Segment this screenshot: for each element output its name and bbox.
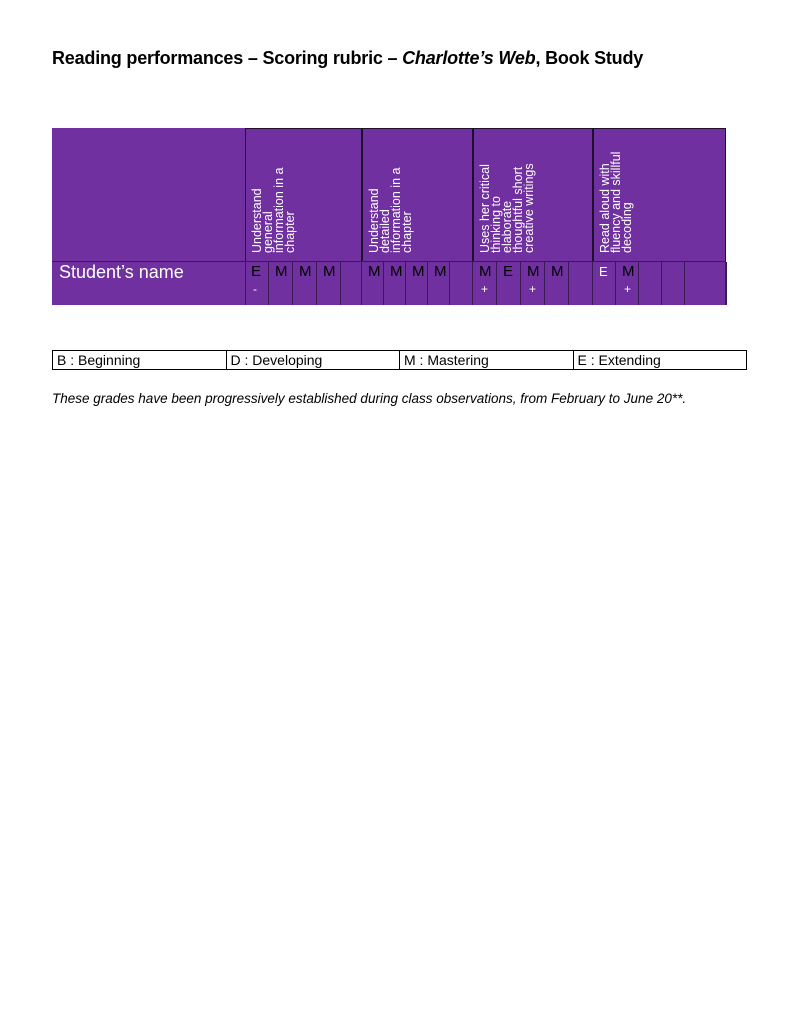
criterion-header-read-aloud <box>593 128 726 261</box>
grade-letter: M <box>323 263 336 280</box>
grade-cell <box>269 262 293 305</box>
criterion-label: Understand detailed information in a chapter <box>367 167 414 253</box>
grade-letter: M <box>551 263 564 280</box>
grade-modifier: + <box>481 282 489 296</box>
grade-legend <box>52 350 747 370</box>
page-title <box>52 48 643 69</box>
grade-letter: M <box>275 263 288 280</box>
legend-mastering: M : Mastering <box>400 351 574 369</box>
grade-letter: E <box>503 263 514 280</box>
grade-cell <box>569 262 593 305</box>
scoring-rubric-table <box>52 128 726 305</box>
grade-letter: M <box>368 263 381 280</box>
criterion-label: Uses her critical thinking to elaborate thoughtful short creative writings <box>478 163 536 253</box>
grade-modifier: + <box>529 282 537 296</box>
grade-letter: M <box>299 263 312 280</box>
grade-letter: M <box>412 263 425 280</box>
grade-cell <box>662 262 685 305</box>
grade-cell <box>685 262 726 305</box>
grade-cell <box>428 262 450 305</box>
criterion-label: Read aloud with fluency and skillful decoding <box>598 151 634 253</box>
student-name-label: Student’s name <box>59 262 184 282</box>
criterion-label: Understand general information in a chapter <box>250 167 297 253</box>
grade-cell <box>293 262 317 305</box>
criterion-header-detailed-info <box>362 128 473 261</box>
title-part-1: Reading performances – Scoring rubric – <box>52 48 403 68</box>
grade-cell <box>521 262 545 305</box>
criterion-header-critical-thinking <box>473 128 593 261</box>
grade-letter: M <box>390 263 403 280</box>
grade-cell <box>545 262 569 305</box>
grade-modifier: + <box>624 282 632 296</box>
grade-letter: E <box>599 264 608 279</box>
legend-beginning: B : Beginning <box>53 351 227 369</box>
grade-letter: M <box>527 263 540 280</box>
grade-cell <box>362 262 384 305</box>
grade-cell <box>639 262 662 305</box>
grade-cell <box>473 262 497 305</box>
legend-developing: D : Developing <box>227 351 401 369</box>
grade-cell <box>450 262 473 305</box>
grade-cell <box>384 262 406 305</box>
grade-cell <box>317 262 341 305</box>
grade-cell <box>341 262 362 305</box>
title-part-2: , Book Study <box>535 48 644 68</box>
grade-letter: M <box>434 263 447 280</box>
grading-note: These grades have been progressively established during class observations, from February to June 20**. <box>52 391 687 406</box>
criterion-header-general-info <box>245 128 362 261</box>
grade-cell <box>593 262 616 305</box>
grade-letter: M <box>622 263 635 280</box>
grade-cell-empty <box>726 262 727 305</box>
grade-cell <box>245 262 269 305</box>
grade-letter: M <box>479 263 492 280</box>
grade-cell <box>406 262 428 305</box>
grade-cell <box>616 262 639 305</box>
title-book-name: Charlotte’s Web <box>402 48 536 68</box>
grade-cell <box>497 262 521 305</box>
grade-letter: E <box>251 263 262 280</box>
legend-extending: E : Extending <box>577 352 661 368</box>
grade-modifier: - <box>253 282 257 296</box>
